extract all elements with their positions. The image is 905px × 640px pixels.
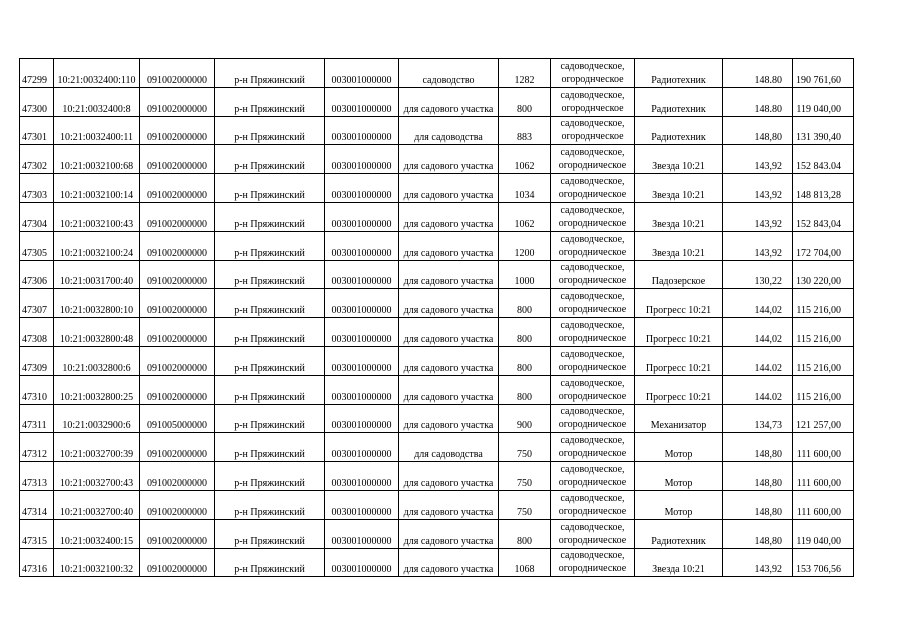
location-cell: Радиотехник <box>635 59 723 88</box>
cadastral-number-cell: 10:21:0031700:40 <box>54 260 140 289</box>
record-number-cell: 47309 <box>20 346 54 375</box>
specific-value-cell: 148,80 <box>723 462 793 491</box>
cadastral-value-cell: 153 706,56 <box>793 548 854 577</box>
category-code-cell: 003001000000 <box>325 145 399 174</box>
okato-code-cell: 091002000000 <box>140 548 215 577</box>
area-cell: 800 <box>499 289 551 318</box>
area-cell: 1062 <box>499 202 551 231</box>
table-row <box>20 202 854 231</box>
cadastral-value-cell: 190 761,60 <box>793 59 854 88</box>
area-cell: 1000 <box>499 260 551 289</box>
land-kind-line-2: огородническое <box>558 160 627 172</box>
okato-code-cell: 091002000000 <box>140 202 215 231</box>
location-cell: Звезда 10:21 <box>635 202 723 231</box>
location-cell: Звезда 10:21 <box>635 145 723 174</box>
record-number-cell: 47308 <box>20 318 54 347</box>
category-code-cell: 003001000000 <box>325 174 399 203</box>
area-cell: 1062 <box>499 145 551 174</box>
cadastral-value-cell: 115 216,00 <box>793 375 854 404</box>
district-cell: р-н Пряжинский <box>215 375 325 404</box>
cadastral-number-cell: 10:21:0032800:25 <box>54 375 140 404</box>
district-cell: р-н Пряжинский <box>215 145 325 174</box>
area-cell: 1034 <box>499 174 551 203</box>
cadastral-value-cell: 115 216,00 <box>793 318 854 347</box>
land-kind-line-2: огородническое <box>558 333 627 345</box>
location-cell: Падозерское <box>635 260 723 289</box>
cadastral-number-cell: 10:21:0032100:43 <box>54 202 140 231</box>
location-cell: Звезда 10:21 <box>635 174 723 203</box>
permitted-use-cell: для садового участка <box>399 346 499 375</box>
cadastral-number-cell: 10:21:0032400:15 <box>54 519 140 548</box>
record-number-cell: 47313 <box>20 462 54 491</box>
land-kind-line-2: огородническое <box>558 361 627 373</box>
location-cell: Мотор <box>635 433 723 462</box>
permitted-use-cell: для садового участка <box>399 462 499 491</box>
okato-code-cell: 091005000000 <box>140 404 215 433</box>
location-cell: Звезда 10:21 <box>635 231 723 260</box>
okato-code-cell: 091002000000 <box>140 260 215 289</box>
land-kind-cell <box>551 548 635 577</box>
specific-value-cell: 143,92 <box>723 202 793 231</box>
land-kind-line-1: садоводческое, <box>560 377 625 389</box>
permitted-use-cell: для садоводства <box>399 433 499 462</box>
cadastral-number-cell: 10:21:0032900:6 <box>54 404 140 433</box>
area-cell: 1200 <box>499 231 551 260</box>
land-kind-line-2: огородническое <box>558 477 627 489</box>
okato-code-cell: 091002000000 <box>140 231 215 260</box>
okato-code-cell: 091002000000 <box>140 318 215 347</box>
cadastral-value-cell: 119 040,00 <box>793 519 854 548</box>
category-code-cell: 003001000000 <box>325 318 399 347</box>
specific-value-cell: 143,92 <box>723 231 793 260</box>
cadastral-value-cell: 131 390,40 <box>793 116 854 145</box>
table-row <box>20 433 854 462</box>
land-kind-line-1: садоводческое, <box>560 348 625 360</box>
specific-value-cell: 143,92 <box>723 174 793 203</box>
table-row <box>20 260 854 289</box>
permitted-use-cell: для садоводства <box>399 116 499 145</box>
record-number-cell: 47304 <box>20 202 54 231</box>
category-code-cell: 003001000000 <box>325 87 399 116</box>
table-row <box>20 519 854 548</box>
district-cell: р-н Пряжинский <box>215 519 325 548</box>
land-kind-line-1: садоводческое, <box>560 147 625 159</box>
cadastral-number-cell: 10:21:0032700:43 <box>54 462 140 491</box>
land-kind-line-1: садоводческое, <box>560 233 625 245</box>
location-cell: Прогресс 10:21 <box>635 289 723 318</box>
cadastral-number-cell: 10:21:0032400:11 <box>54 116 140 145</box>
cadastral-value-cell: 152 843,04 <box>793 202 854 231</box>
location-cell: Радиотехник <box>635 87 723 116</box>
cadastral-number-cell: 10:21:0032400:8 <box>54 87 140 116</box>
cadastral-value-cell: 172 704,00 <box>793 231 854 260</box>
category-code-cell: 003001000000 <box>325 490 399 519</box>
cadastral-value-cell: 119 040,00 <box>793 87 854 116</box>
cadastral-number-cell: 10:21:0032100:24 <box>54 231 140 260</box>
specific-value-cell: 148,80 <box>723 519 793 548</box>
area-cell: 800 <box>499 87 551 116</box>
cadastral-value-cell: 115 216,00 <box>793 289 854 318</box>
land-kind-cell <box>551 87 635 116</box>
table-row <box>20 490 854 519</box>
okato-code-cell: 091002000000 <box>140 289 215 318</box>
land-kind-line-1: садоводческое, <box>560 406 625 418</box>
category-code-cell: 003001000000 <box>325 519 399 548</box>
record-number-cell: 47305 <box>20 231 54 260</box>
table-row <box>20 462 854 491</box>
district-cell: р-н Пряжинский <box>215 202 325 231</box>
land-kind-line-2: огородническое <box>558 275 627 287</box>
specific-value-cell: 134,73 <box>723 404 793 433</box>
land-kind-cell <box>551 260 635 289</box>
okato-code-cell: 091002000000 <box>140 462 215 491</box>
permitted-use-cell: для садового участка <box>399 231 499 260</box>
specific-value-cell: 148,80 <box>723 490 793 519</box>
land-kind-line-2: огородническое <box>558 505 627 517</box>
permitted-use-cell: для садового участка <box>399 548 499 577</box>
land-kind-line-2: огородническое <box>558 189 627 201</box>
cadastral-value-cell: 111 600,00 <box>793 490 854 519</box>
okato-code-cell: 091002000000 <box>140 145 215 174</box>
cadastral-number-cell: 10:21:0032800:10 <box>54 289 140 318</box>
specific-value-cell: 148,80 <box>723 433 793 462</box>
land-kind-line-2: огородническое <box>558 419 627 431</box>
district-cell: р-н Пряжинский <box>215 260 325 289</box>
land-kind-cell <box>551 59 635 88</box>
table-row <box>20 145 854 174</box>
land-kind-cell <box>551 289 635 318</box>
land-kind-line-1: садоводческое, <box>560 176 625 188</box>
land-kind-cell <box>551 490 635 519</box>
table-row <box>20 289 854 318</box>
permitted-use-cell: для садового участка <box>399 260 499 289</box>
land-kind-cell <box>551 462 635 491</box>
category-code-cell: 003001000000 <box>325 433 399 462</box>
land-kind-line-1: садоводческое, <box>560 492 625 504</box>
location-cell: Радиотехник <box>635 116 723 145</box>
land-kind-line-2: огородническое <box>558 304 627 316</box>
specific-value-cell: 144.02 <box>723 375 793 404</box>
permitted-use-cell: для садового участка <box>399 145 499 174</box>
land-kind-line-1: садоводческое, <box>560 118 625 130</box>
location-cell: Мотор <box>635 462 723 491</box>
land-kind-line-1: садоводческое, <box>560 291 625 303</box>
area-cell: 750 <box>499 490 551 519</box>
category-code-cell: 003001000000 <box>325 59 399 88</box>
okato-code-cell: 091002000000 <box>140 346 215 375</box>
record-number-cell: 47316 <box>20 548 54 577</box>
location-cell: Прогресс 10:21 <box>635 375 723 404</box>
land-kind-cell <box>551 202 635 231</box>
cadastral-number-cell: 10:21:0032400:110 <box>54 59 140 88</box>
record-number-cell: 47302 <box>20 145 54 174</box>
land-kind-line-2: огородническое <box>558 217 627 229</box>
okato-code-cell: 091002000000 <box>140 433 215 462</box>
land-kind-cell <box>551 145 635 174</box>
okato-code-cell: 091002000000 <box>140 490 215 519</box>
land-kind-line-1: садоводческое, <box>560 60 625 72</box>
specific-value-cell: 144,02 <box>723 318 793 347</box>
record-number-cell: 47315 <box>20 519 54 548</box>
permitted-use-cell: для садового участка <box>399 404 499 433</box>
cadastral-number-cell: 10:21:0032800:6 <box>54 346 140 375</box>
land-kind-cell <box>551 116 635 145</box>
location-cell: Радиотехник <box>635 519 723 548</box>
district-cell: р-н Пряжинский <box>215 174 325 203</box>
table-row <box>20 548 854 577</box>
district-cell: р-н Пряжинский <box>215 231 325 260</box>
land-kind-line-2: огородническое <box>558 534 627 546</box>
land-kind-line-2: огородническое <box>558 390 627 402</box>
record-number-cell: 47311 <box>20 404 54 433</box>
permitted-use-cell: для садового участка <box>399 87 499 116</box>
table-row <box>20 174 854 203</box>
specific-value-cell: 143,92 <box>723 548 793 577</box>
table-row <box>20 87 854 116</box>
specific-value-cell: 148,80 <box>723 116 793 145</box>
table-body <box>20 59 854 577</box>
specific-value-cell: 144,02 <box>723 289 793 318</box>
cadastral-value-cell: 130 220,00 <box>793 260 854 289</box>
permitted-use-cell: для садового участка <box>399 490 499 519</box>
cadastral-value-cell: 115 216,00 <box>793 346 854 375</box>
area-cell: 883 <box>499 116 551 145</box>
area-cell: 800 <box>499 375 551 404</box>
category-code-cell: 003001000000 <box>325 289 399 318</box>
record-number-cell: 47314 <box>20 490 54 519</box>
land-kind-line-2: огородническое <box>558 246 627 258</box>
district-cell: р-н Пряжинский <box>215 404 325 433</box>
district-cell: р-н Пряжинский <box>215 462 325 491</box>
record-number-cell: 47307 <box>20 289 54 318</box>
area-cell: 1282 <box>499 59 551 88</box>
specific-value-cell: 148.80 <box>723 59 793 88</box>
land-kind-line-1: садоводческое, <box>560 204 625 216</box>
land-kind-line-2: огороднческое <box>561 73 624 85</box>
land-kind-line-2: огородническое <box>558 448 627 460</box>
record-number-cell: 47306 <box>20 260 54 289</box>
land-kind-line-1: садоводческое, <box>560 320 625 332</box>
table-row <box>20 116 854 145</box>
category-code-cell: 003001000000 <box>325 116 399 145</box>
district-cell: р-н Пряжинский <box>215 346 325 375</box>
land-kind-line-2: огороднческое <box>561 131 624 143</box>
cadastral-value-cell: 111 600,00 <box>793 462 854 491</box>
land-kind-cell <box>551 346 635 375</box>
cadastral-value-cell: 121 257,00 <box>793 404 854 433</box>
specific-value-cell: 143,92 <box>723 145 793 174</box>
land-kind-line-1: садоводческое, <box>560 435 625 447</box>
table-row <box>20 375 854 404</box>
specific-value-cell: 148.80 <box>723 87 793 116</box>
permitted-use-cell: для садового участка <box>399 202 499 231</box>
cadastral-number-cell: 10:21:0032700:40 <box>54 490 140 519</box>
district-cell: р-н Пряжинский <box>215 433 325 462</box>
table-row <box>20 231 854 260</box>
cadastral-number-cell: 10:21:0032100:32 <box>54 548 140 577</box>
record-number-cell: 47299 <box>20 59 54 88</box>
area-cell: 1068 <box>499 548 551 577</box>
record-number-cell: 47301 <box>20 116 54 145</box>
cadastral-number-cell: 10:21:0032700:39 <box>54 433 140 462</box>
okato-code-cell: 091002000000 <box>140 59 215 88</box>
land-kind-line-1: садоводческое, <box>560 521 625 533</box>
specific-value-cell: 144.02 <box>723 346 793 375</box>
district-cell: р-н Пряжинский <box>215 289 325 318</box>
permitted-use-cell: для садового участка <box>399 318 499 347</box>
location-cell: Звезда 10:21 <box>635 548 723 577</box>
table-row <box>20 318 854 347</box>
category-code-cell: 003001000000 <box>325 202 399 231</box>
land-kind-cell <box>551 519 635 548</box>
okato-code-cell: 091002000000 <box>140 174 215 203</box>
cadastral-value-cell: 111 600,00 <box>793 433 854 462</box>
permitted-use-cell: для садового участка <box>399 375 499 404</box>
land-kind-line-1: садоводческое, <box>560 89 625 101</box>
permitted-use-cell: для садового участка <box>399 519 499 548</box>
okato-code-cell: 091002000000 <box>140 116 215 145</box>
okato-code-cell: 091002000000 <box>140 87 215 116</box>
land-kind-cell <box>551 375 635 404</box>
district-cell: р-н Пряжинский <box>215 548 325 577</box>
cadastral-number-cell: 10:21:0032100:14 <box>54 174 140 203</box>
category-code-cell: 003001000000 <box>325 231 399 260</box>
land-kind-line-1: садоводческое, <box>560 550 625 562</box>
cadastral-number-cell: 10:21:0032800:48 <box>54 318 140 347</box>
land-kind-line-1: садоводческое, <box>560 464 625 476</box>
land-kind-cell <box>551 433 635 462</box>
land-registry-table <box>19 58 854 577</box>
category-code-cell: 003001000000 <box>325 346 399 375</box>
location-cell: Прогресс 10:21 <box>635 346 723 375</box>
district-cell: р-н Пряжинский <box>215 318 325 347</box>
specific-value-cell: 130,22 <box>723 260 793 289</box>
cadastral-value-cell: 152 843.04 <box>793 145 854 174</box>
area-cell: 900 <box>499 404 551 433</box>
district-cell: р-н Пряжинский <box>215 490 325 519</box>
category-code-cell: 003001000000 <box>325 260 399 289</box>
cadastral-number-cell: 10:21:0032100:68 <box>54 145 140 174</box>
table-row <box>20 59 854 88</box>
area-cell: 800 <box>499 318 551 347</box>
land-kind-line-2: огородническое <box>558 563 627 575</box>
okato-code-cell: 091002000000 <box>140 519 215 548</box>
category-code-cell: 003001000000 <box>325 375 399 404</box>
location-cell: Прогресс 10:21 <box>635 318 723 347</box>
record-number-cell: 47300 <box>20 87 54 116</box>
permitted-use-cell: для садового участка <box>399 289 499 318</box>
district-cell: р-н Пряжинский <box>215 59 325 88</box>
table-row <box>20 346 854 375</box>
land-kind-cell <box>551 231 635 260</box>
land-kind-line-2: огороднческое <box>561 102 624 114</box>
area-cell: 800 <box>499 346 551 375</box>
land-kind-cell <box>551 174 635 203</box>
category-code-cell: 003001000000 <box>325 462 399 491</box>
district-cell: р-н Пряжинский <box>215 87 325 116</box>
permitted-use-cell: садоводство <box>399 59 499 88</box>
district-cell: р-н Пряжинский <box>215 116 325 145</box>
land-kind-cell <box>551 404 635 433</box>
cadastral-value-cell: 148 813,28 <box>793 174 854 203</box>
area-cell: 750 <box>499 433 551 462</box>
area-cell: 800 <box>499 519 551 548</box>
location-cell: Мотор <box>635 490 723 519</box>
table-row <box>20 404 854 433</box>
location-cell: Механизатор <box>635 404 723 433</box>
category-code-cell: 003001000000 <box>325 404 399 433</box>
land-kind-cell <box>551 318 635 347</box>
record-number-cell: 47312 <box>20 433 54 462</box>
okato-code-cell: 091002000000 <box>140 375 215 404</box>
record-number-cell: 47303 <box>20 174 54 203</box>
record-number-cell: 47310 <box>20 375 54 404</box>
land-kind-line-1: садоводческое, <box>560 262 625 274</box>
category-code-cell: 003001000000 <box>325 548 399 577</box>
permitted-use-cell: для садового участка <box>399 174 499 203</box>
area-cell: 750 <box>499 462 551 491</box>
